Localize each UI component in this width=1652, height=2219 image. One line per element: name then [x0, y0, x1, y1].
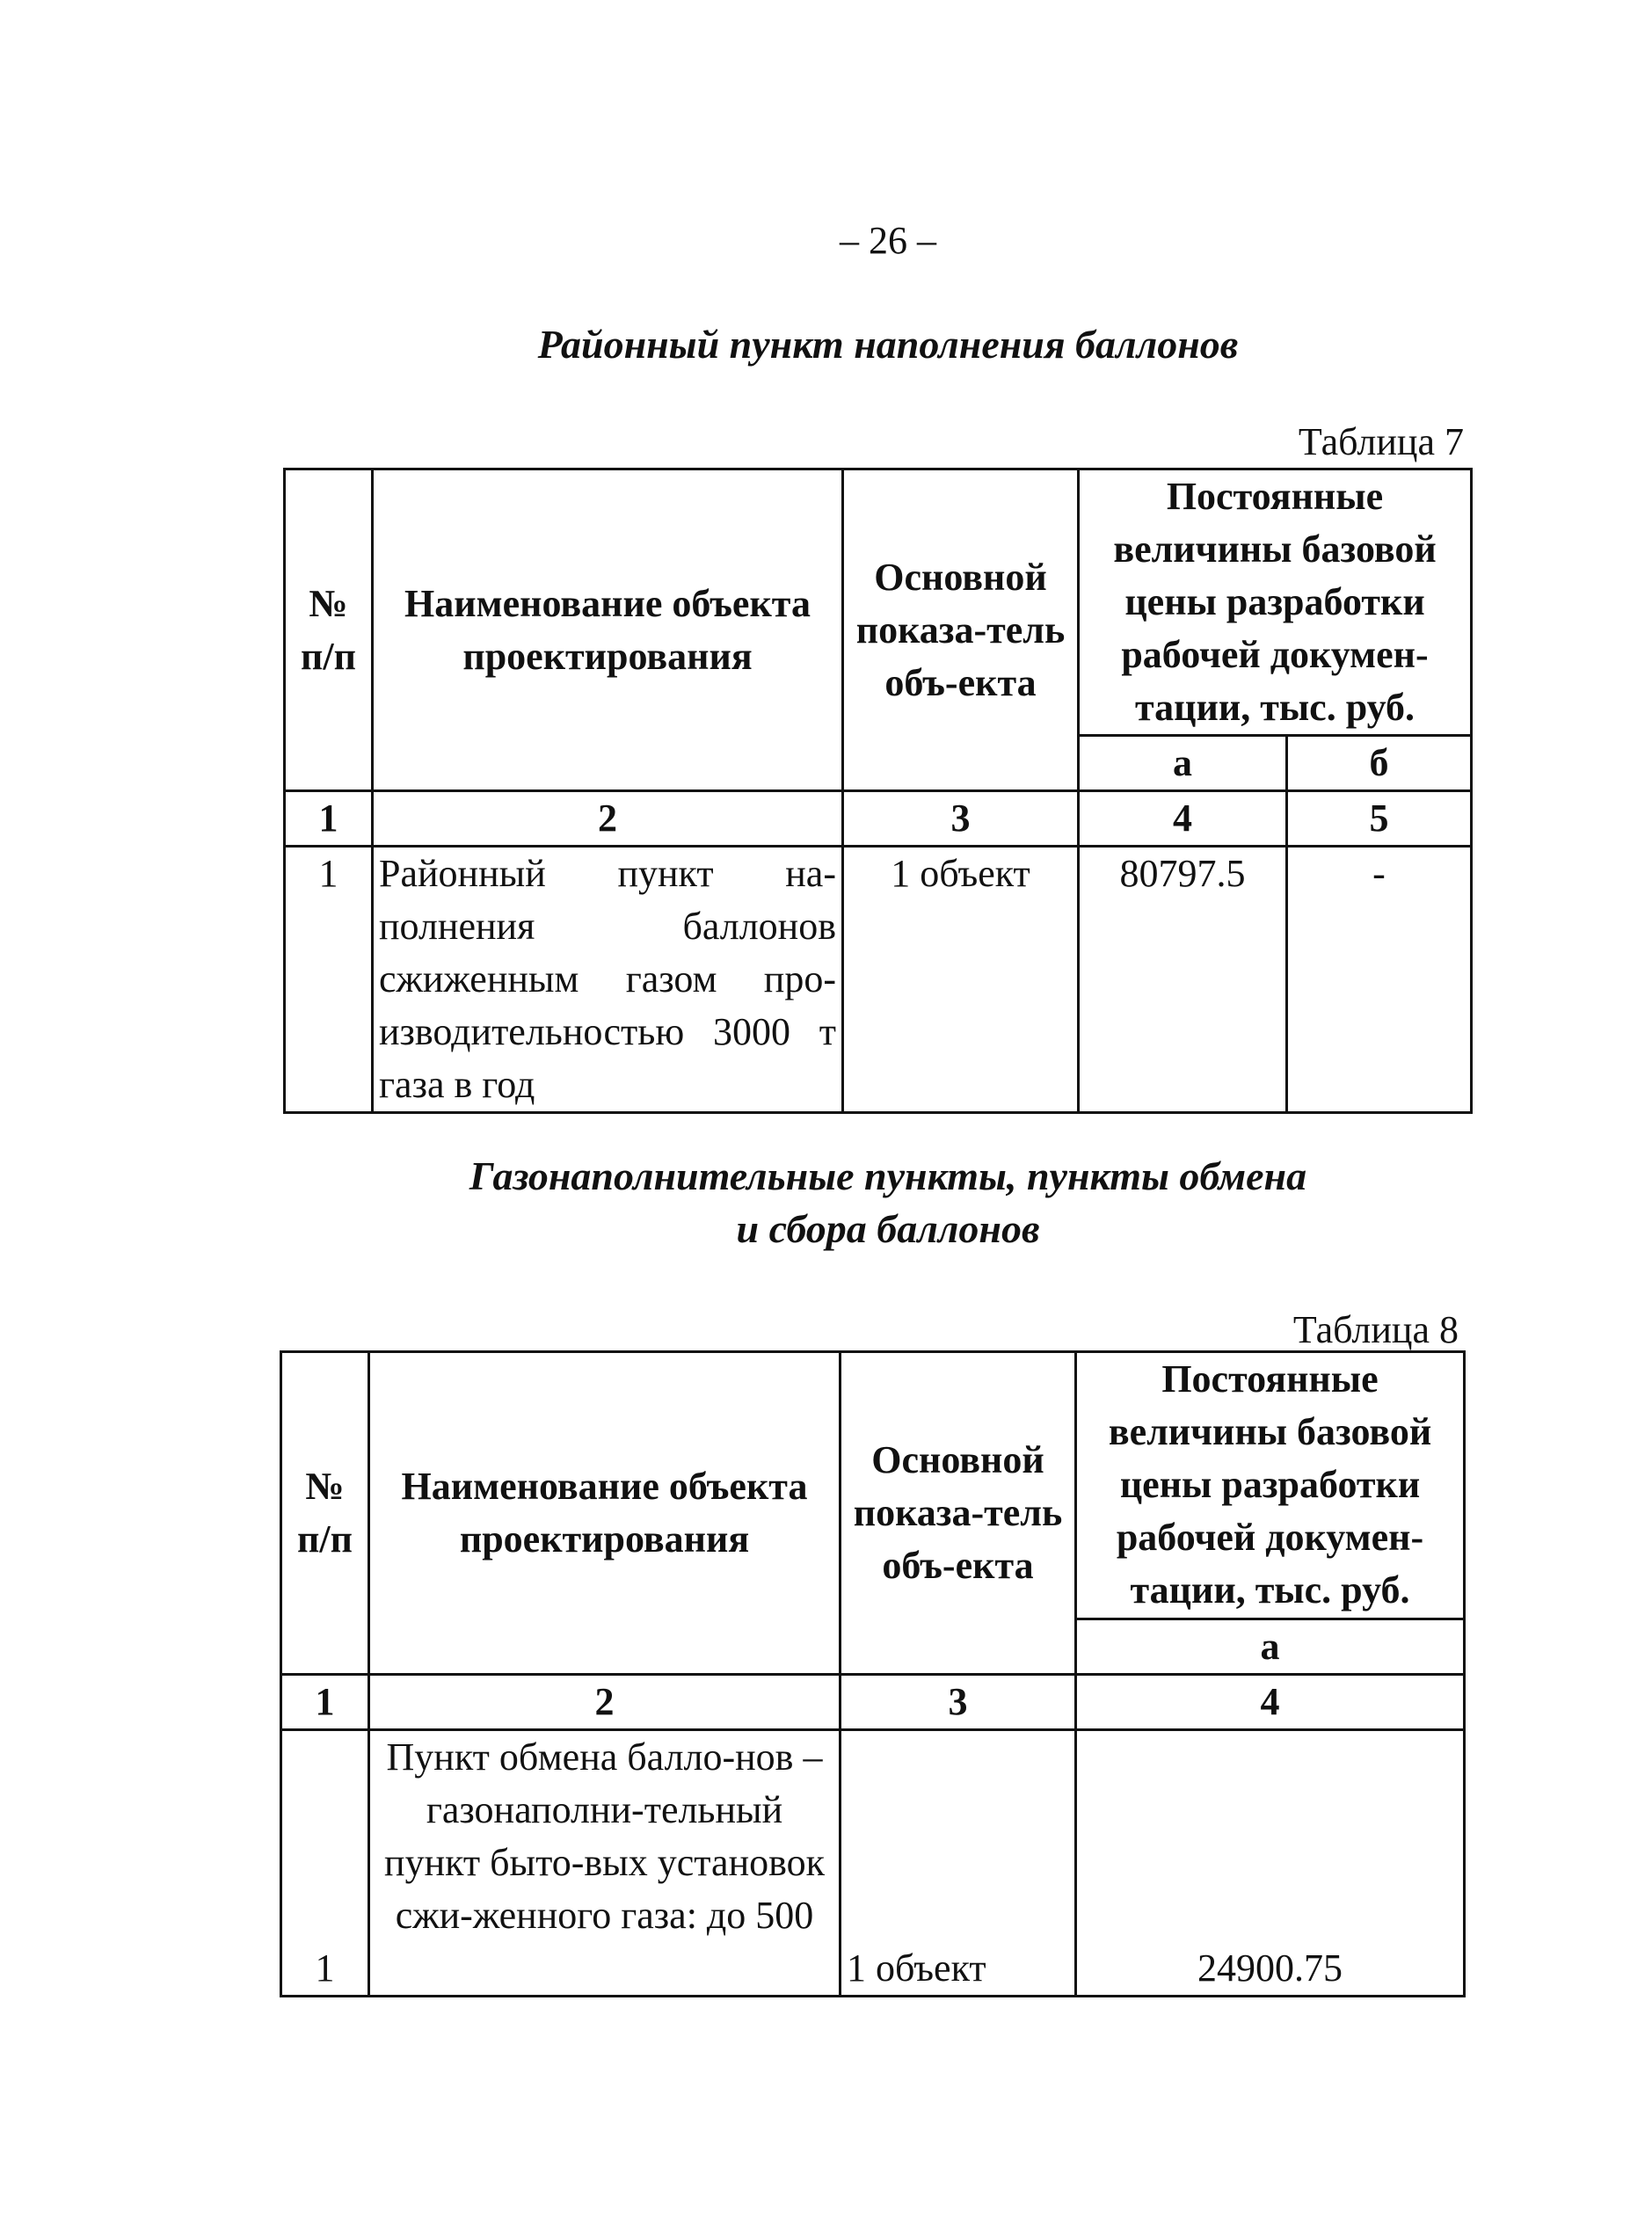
row-indicator: 1 объект — [843, 847, 1079, 1113]
section-title-line-2: и сбора баллонов — [736, 1206, 1040, 1251]
table-7 — [283, 468, 1473, 1114]
header-base-price: Постоянные величины базовой цены разработки рабочей докумен-тации, тыс. руб. — [1076, 1352, 1465, 1619]
table-7-label: Таблица 7 — [1298, 420, 1464, 463]
row-name: Пункт обмена балло-нов – газонаполни-тельный пункт быто-вых установок сжи-женного газа: до 500 — [369, 1730, 841, 1997]
table-8 — [280, 1350, 1466, 1997]
page-number: – 26 – — [840, 219, 936, 262]
section-title-line-1: Газонаполнительные пункты, пункты обмена — [469, 1153, 1307, 1198]
col-number-1: 1 — [281, 1675, 369, 1730]
section-title-district-filling-point: Районный пункт наполнения баллонов — [537, 322, 1239, 367]
header-num: № п/п — [285, 469, 373, 791]
table-row — [285, 847, 1472, 1113]
col-number-4: 4 — [1076, 1675, 1465, 1730]
header-base-price: Постоянные величины базовой цены разработки рабочей докумен-тации, тыс. руб. — [1079, 469, 1472, 736]
row-name: Районный пункт на-полнения баллонов сжиженным газом про-изводительностью 3000 т газа в год — [373, 847, 843, 1113]
header-name: Наименование объекта проектирования — [369, 1352, 841, 1675]
header-name: Наименование объекта проектирования — [373, 469, 843, 791]
table-8-label: Таблица 8 — [1292, 1308, 1459, 1351]
row-value-a: 80797.5 — [1079, 847, 1287, 1113]
row-indicator: 1 объект — [841, 1730, 1076, 1997]
col-number-3: 3 — [843, 791, 1079, 847]
header-num: № п/п — [281, 1352, 369, 1675]
row-num: 1 — [285, 847, 373, 1113]
col-number-4: 4 — [1079, 791, 1287, 847]
header-sub-a: а — [1076, 1619, 1465, 1674]
col-number-2: 2 — [369, 1675, 841, 1730]
col-number-1: 1 — [285, 791, 373, 847]
section-title-gas-filling-points — [0, 1150, 1652, 1255]
col-number-3: 3 — [841, 1675, 1076, 1730]
header-indicator: Основной показа-тель объ-екта — [841, 1352, 1076, 1675]
header-sub-b: б — [1287, 736, 1472, 791]
table-row — [281, 1730, 1465, 1997]
col-number-2: 2 — [373, 791, 843, 847]
header-sub-a: а — [1079, 736, 1287, 791]
header-indicator: Основной показа-тель объ-екта — [843, 469, 1079, 791]
row-value-b: - — [1287, 847, 1472, 1113]
col-number-5: 5 — [1287, 791, 1472, 847]
row-num: 1 — [281, 1730, 369, 1997]
row-value-a: 24900.75 — [1076, 1730, 1465, 1997]
